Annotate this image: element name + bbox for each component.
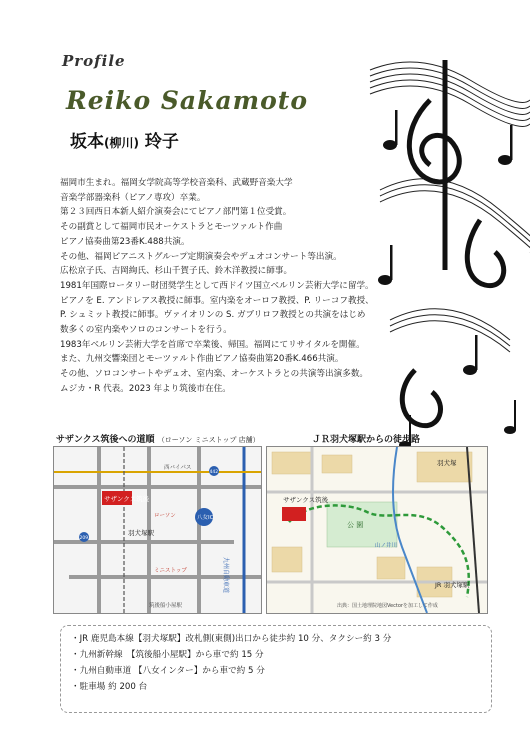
bio-line: 1981年国際ロータリー財団奨学生として西ドイツ国立ベルリン芸術大学に留学。	[60, 280, 374, 291]
bio-line: その他、ソロコンサートやデュオ、室内楽、オーケストラとの共演等出演多数。	[60, 369, 369, 380]
bio-line: また、九州交響楽団とモーツァルト作曲ピアノ協奏曲第20番K.466共演。	[60, 354, 344, 365]
bio-line: 音楽学部器楽科（ピアノ専攻）卒業。	[60, 192, 206, 203]
map-venue-label: サザンクス筑後	[104, 495, 150, 503]
access-item: ・ 九州新幹線 【筑後船小屋駅】から車で約 15 分	[83, 647, 491, 663]
access-item: ・ 駐車場 約 200 台	[83, 679, 491, 695]
bio-line: その他、福岡ピアニストグループ定期演奏会やデュオコンサート等出演。	[60, 251, 342, 262]
bio-line: P. シュミット教授に師事。ヴァイオリンの S. ガブリロフ教授との共演をはじめ	[60, 310, 366, 321]
access-item: ・ JR 鹿児島本線【羽犬塚駅】改札側(東側)出口から徒歩約 10 分、タクシー約 3 分	[83, 631, 491, 647]
name-japanese	[70, 127, 179, 152]
bio-line: 1983年ベルリン芸術大学を首席で卒業後、帰国。福岡にてリサイタルを開催。	[60, 339, 365, 350]
name-ja-given: 玲子	[144, 132, 179, 152]
map-expressway-label: 九州自動車道	[222, 557, 229, 594]
walk-map-shrine-label: 羽犬塚	[437, 459, 457, 467]
bio-line: その副賞として福岡市民オーケストラとモーツァルト作曲	[60, 222, 283, 233]
bio-line: 第２３回西日本新人紹介演奏会にてピアノ部門第１位受賞。	[60, 207, 292, 218]
directions-heading	[56, 432, 260, 445]
map-lawson-label: ローソン	[154, 513, 176, 519]
bio-line: ピアノを E. アンドレアス教授に師事。室内楽をオーロフ教授、P. リーコフ教授、	[60, 295, 374, 306]
bio-line: 広松京子氏、吉岡絢氏、杉山千賀子氏、鈴木洋教授に師事。	[60, 266, 293, 277]
map-bypass-label: 西バイパス	[164, 465, 192, 471]
biography	[60, 176, 430, 397]
walk-map-station-label: JR 羽犬塚駅	[435, 581, 470, 589]
map-ministop-label: ミニストップ	[154, 568, 187, 574]
walk-route-heading: ＪＲ羽犬塚駅からの徒歩路	[312, 435, 421, 445]
bio-line: ムジカ・R 代表。2023 年より筑後市在住。	[60, 383, 231, 394]
map-route-442: 442	[209, 470, 219, 475]
directions-title: サザンクス筑後への道順	[56, 435, 155, 445]
directions-subtitle: （ローソン ミニストップ 店舗）	[157, 436, 260, 444]
name-ja-maiden: (柳川)	[104, 136, 139, 150]
map-station-label: 羽犬塚駅	[128, 529, 154, 537]
name-ja-family: 坂本	[70, 132, 104, 152]
bio-line: ピアノ協奏曲第23番K.488共演。	[60, 236, 190, 247]
walk-map-park-label: 公 園	[347, 521, 364, 529]
walk-route-map	[266, 446, 488, 614]
walk-map-venue-label: サザンクス筑後	[283, 496, 329, 504]
map-route-209: 209	[79, 536, 89, 541]
bio-line: 数多くの室内楽やソロのコンサートを行う。	[60, 325, 232, 336]
map-shinkansen-label: 筑後船小屋駅	[149, 603, 183, 609]
profile-label: Profile	[62, 52, 126, 70]
map-ic-label: 八女IC	[197, 515, 214, 521]
bio-line: 福岡市生まれ。福岡女学院高等学校音楽科、武蔵野音楽大学	[60, 178, 293, 188]
access-item: ・ 九州自動車道 【八女インター】から車で約 5 分	[83, 663, 491, 679]
walk-map-river-label: 山ノ井川	[375, 543, 398, 549]
name-english: Reiko Sakamoto	[66, 86, 309, 115]
access-info-box	[60, 625, 492, 713]
road-map	[53, 446, 262, 614]
walk-map-credit: 出典：国土地理院地図Vectorを加工して作成	[337, 603, 438, 609]
